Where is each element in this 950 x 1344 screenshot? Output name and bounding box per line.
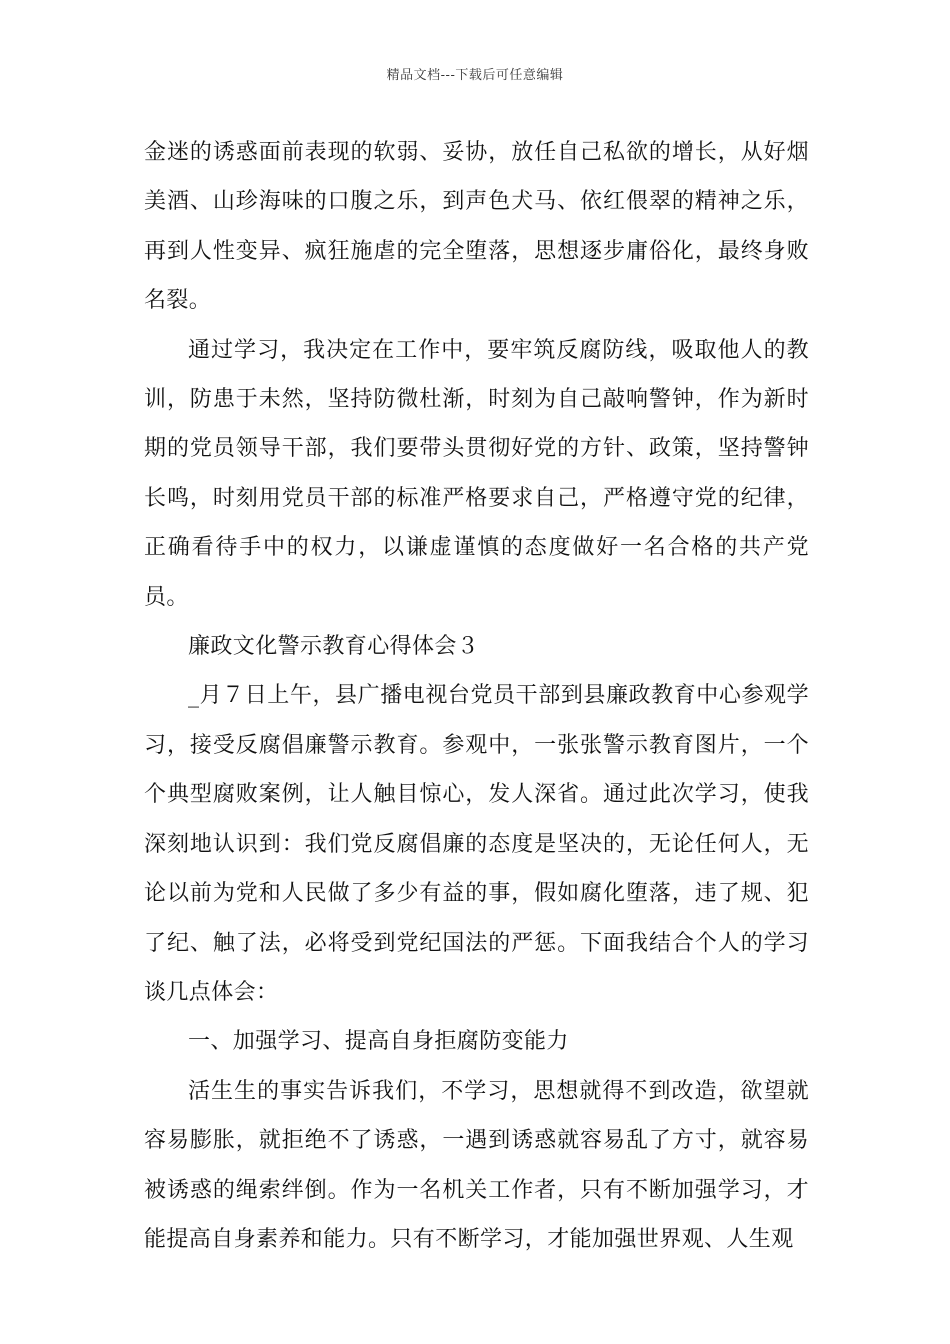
paragraph-3: _月７日上午，县广播电视台党员干部到县廉政教育中心参观学习，接受反腐倡廉警示教育。参观中，一张张警示教育图片，一个个典型腐败案例，让人触目惊心，发人深省。通过此次学习，使我深刻地认识到：我们党反腐倡廉的态度是坚决的，无论任何人，无论以前为党和人民做了多少有益的事，假如腐化堕落，违了规、犯了纪、触了法，必将受到党纪国法的严惩。下面我结合个人的学习谈几点体会： [144, 683, 809, 1005]
document-body [144, 128, 809, 1264]
subheading-1: 一、加强学习、提高自身拒腐防变能力 [188, 1029, 569, 1055]
paragraph-4: 活生生的事实告诉我们，不学习，思想就得不到改造，欲望就容易膨胀，就拒绝不了诱惑，一遇到诱惑就容易乱了方寸，就容易被诱惑的绳索绊倒。作为一名机关工作者，只有不断加强学习，才能提高自身素养和能力。只有不断学习，才能加强世界观、人生观 [144, 1078, 809, 1252]
section-title: 廉政文化警示教育心得体会３ [188, 634, 480, 660]
page-header: 精品文档---下载后可任意编辑 [386, 68, 564, 83]
paragraph-2: 通过学习，我决定在工作中，要牢筑反腐防线，吸取他人的教训，防患于未然，坚持防微杜渐，时刻为自己敲响警钟，作为新时期的党员领导干部，我们要带头贯彻好党的方针、政策，坚持警钟长鸣，时刻用党员干部的标准严格要求自己，严格遵守党的纪律，正确看待手中的权力，以谦虚谨慎的态度做好一名合格的共产党员。 [144, 337, 809, 610]
paragraph-1: 金迷的诱惑面前表现的软弱、妥协，放任自己私欲的增长，从好烟美酒、山珍海味的口腹之乐，到声色犬马、依红偎翠的精神之乐，再到人性变异、疯狂施虐的完全堕落，思想逐步庸俗化，最终身败名裂。 [144, 140, 809, 314]
